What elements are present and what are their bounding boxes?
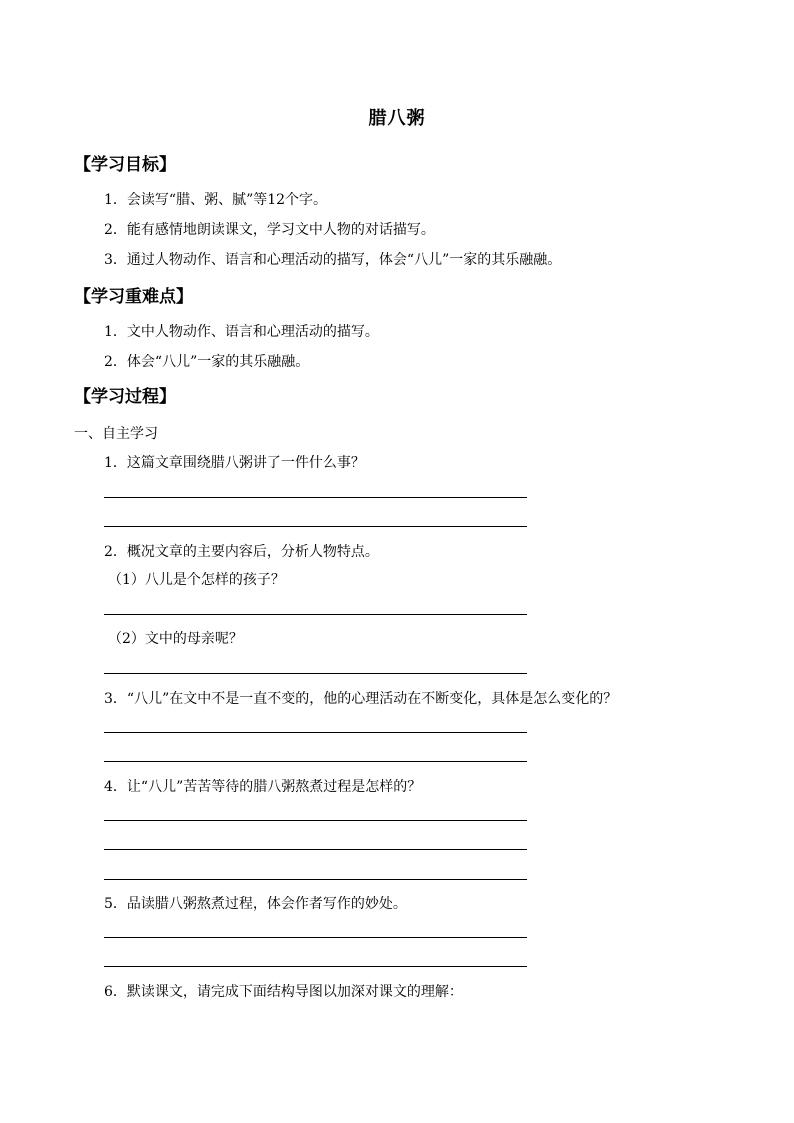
page-title: 腊八粥 (368, 108, 426, 129)
answer-line[interactable] (104, 966, 527, 967)
answer-line[interactable] (104, 673, 527, 674)
key-point-item-1: 1．文中人物动作、语言和心理活动的描写。 (104, 324, 379, 340)
question-4: 4．让“八儿”苦苦等待的腊八粥熬煮过程是怎样的？ (104, 779, 422, 795)
question-5: 5．品读腊八粥熬煮过程，体会作者写作的妙处。 (104, 896, 407, 912)
key-point-item-2: 2．体会“八儿”一家的其乐融融。 (104, 354, 310, 370)
answer-line[interactable] (104, 879, 527, 880)
section-heading-process: 【学习过程】 (74, 387, 176, 407)
part-one-heading: 一、自主学习 (74, 426, 158, 442)
answer-line[interactable] (104, 497, 527, 498)
question-2: 2．概况文章的主要内容后，分析人物特点。 (104, 544, 379, 560)
section-heading-key-points: 【学习重难点】 (74, 287, 193, 307)
goal-item-3: 3．通过人物动作、语言和心理活动的描写，体会“八儿”一家的其乐融融。 (104, 252, 562, 268)
answer-line[interactable] (104, 761, 527, 762)
question-2-sub-1: （1）八儿是个怎样的孩子？ (108, 572, 285, 588)
question-2-sub-2: （2）文中的母亲呢？ (108, 631, 243, 647)
answer-line[interactable] (104, 937, 527, 938)
question-6: 6．默读课文，请完成下面结构导图以加深对课文的理解： (104, 984, 463, 1000)
section-heading-goals: 【学习目标】 (74, 155, 176, 175)
question-3: 3．“八儿”在文中不是一直不变的，他的心理活动在不断变化，具体是怎么变化的？ (104, 691, 618, 707)
answer-line[interactable] (104, 614, 527, 615)
goal-item-1: 1．会读写“腊、粥、腻”等12个字。 (104, 192, 328, 208)
answer-line[interactable] (104, 732, 527, 733)
answer-line[interactable] (104, 849, 527, 850)
answer-line[interactable] (104, 526, 527, 527)
answer-line[interactable] (104, 820, 527, 821)
goal-item-2: 2．能有感情地朗读课文，学习文中人物的对话描写。 (104, 222, 435, 238)
question-1: 1．这篇文章围绕腊八粥讲了一件什么事？ (104, 455, 365, 471)
